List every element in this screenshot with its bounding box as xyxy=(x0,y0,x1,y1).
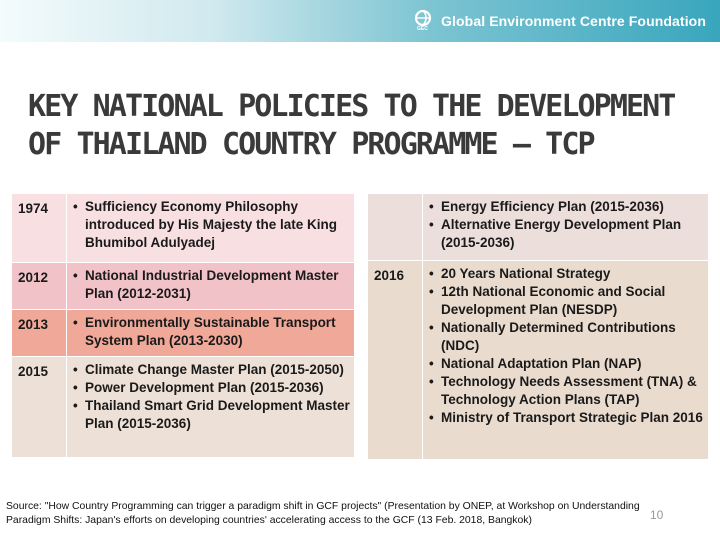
row-year: 2013 xyxy=(12,310,67,357)
list-item: • Sufficiency Economy Philosophy introduced by His Majesty the late King Bhumibol Adulyadej xyxy=(71,198,350,252)
policy-list xyxy=(71,361,350,433)
row-items xyxy=(423,261,709,460)
policy-list xyxy=(427,265,704,427)
list-item: • 12th National Economic and Social Development Plan (NESDP) xyxy=(427,283,704,319)
row-year: 2016 xyxy=(368,261,423,460)
row-year: 1974 xyxy=(12,194,67,263)
slide-title xyxy=(28,88,674,164)
row-year xyxy=(368,194,423,261)
row-items xyxy=(67,263,355,310)
org-name: Global Environment Centre Foundation xyxy=(441,13,706,29)
list-item: • Thailand Smart Grid Development Master Plan (2015-2036) xyxy=(71,397,350,433)
right-policy-table xyxy=(367,193,709,460)
row-items xyxy=(67,357,355,458)
org-logo xyxy=(413,9,706,33)
list-item: • Alternative Energy Development Plan (2015-2036) xyxy=(427,216,704,252)
header-banner xyxy=(0,0,720,42)
policy-list xyxy=(71,314,350,350)
row-items xyxy=(67,194,355,263)
list-item: • Nationally Determined Contributions (NDC) xyxy=(427,319,704,355)
logo-small-text: GEC xyxy=(417,26,428,32)
policy-list xyxy=(71,267,350,303)
table-row xyxy=(368,194,709,261)
table-row xyxy=(12,310,355,357)
page-number: 10 xyxy=(650,508,664,522)
left-policy-table xyxy=(11,193,355,458)
table-row xyxy=(368,261,709,460)
row-items xyxy=(67,310,355,357)
source-citation: Source: "How Country Programming can trigger a paradigm shift in GCF projects" (Presentation by ONEP, at Workshop on Understanding Paradigm Shifts: Japan's efforts on developing countries' accelerating access to the GCF (13 Feb. 2018, Bangkok) xyxy=(6,501,640,526)
table-row xyxy=(12,194,355,263)
list-item: • National Adaptation Plan (NAP) xyxy=(427,355,704,373)
table-row xyxy=(12,263,355,310)
row-year: 2015 xyxy=(12,357,67,458)
list-item: • 20 Years National Strategy xyxy=(427,265,704,283)
policy-list xyxy=(427,198,704,252)
row-year: 2012 xyxy=(12,263,67,310)
list-item: • Environmentally Sustainable Transport System Plan (2013-2030) xyxy=(71,314,350,350)
list-item: • Energy Efficiency Plan (2015-2036) xyxy=(427,198,704,216)
list-item: • Ministry of Transport Strategic Plan 2016 xyxy=(427,409,704,427)
title-line-1: KEY NATIONAL POLICIES TO THE DEVELOPMENT xyxy=(28,89,675,124)
title-line-2: OF THAILAND COUNTRY PROGRAMME – TCP xyxy=(28,127,594,162)
policy-list xyxy=(71,198,350,252)
table-row xyxy=(12,357,355,458)
list-item: • Climate Change Master Plan (2015-2050) xyxy=(71,361,350,379)
list-item: • Technology Needs Assessment (TNA) & Technology Action Plans (TAP) xyxy=(427,373,704,409)
list-item: • Power Development Plan (2015-2036) xyxy=(71,379,350,397)
row-items xyxy=(423,194,709,261)
gec-leaf-logo-icon xyxy=(413,9,435,33)
list-item: • National Industrial Development Master Plan (2012-2031) xyxy=(71,267,350,303)
